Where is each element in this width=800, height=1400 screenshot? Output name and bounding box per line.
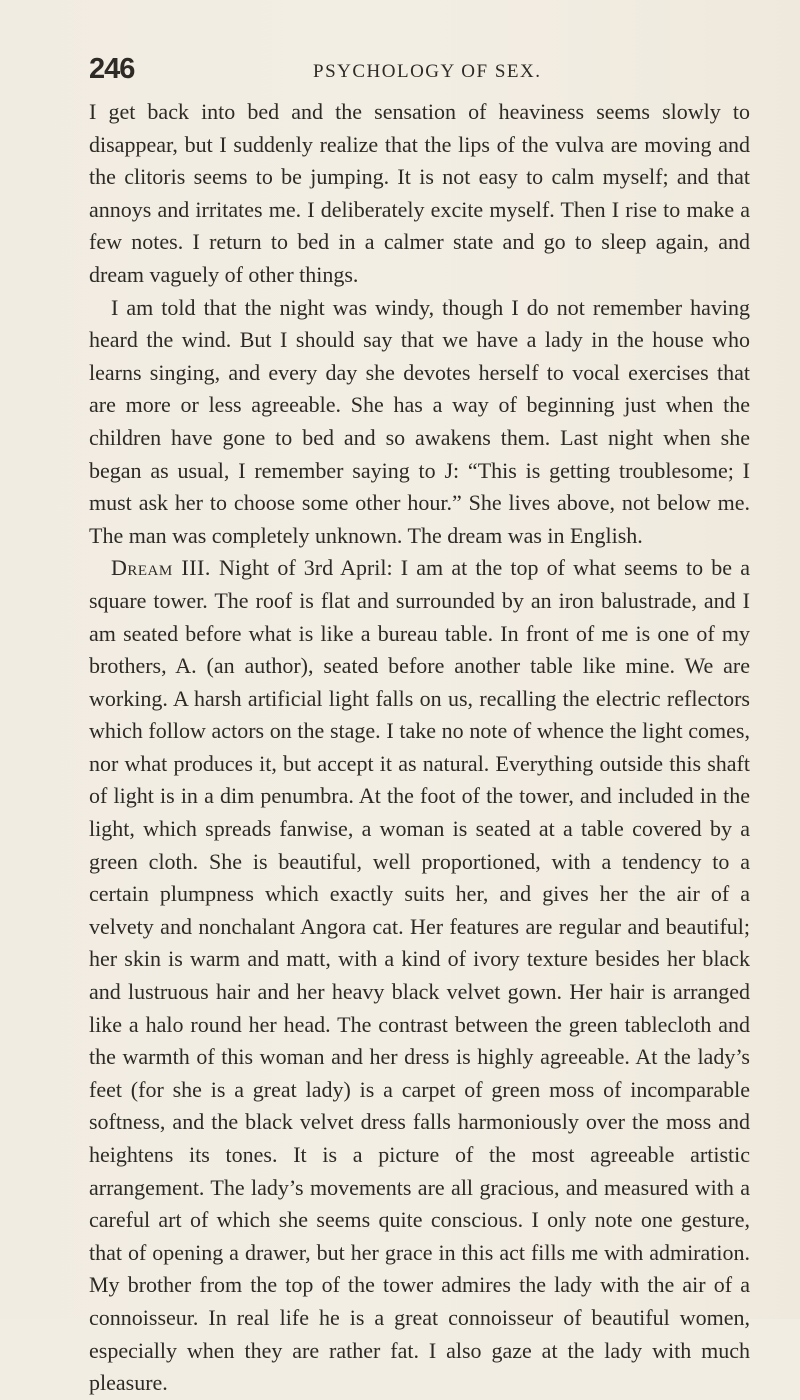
text-body — [89, 96, 750, 1400]
paragraph-3-text: Night of 3rd April: I am at the top of what seems to be a square tower. The roof is flat and surrounded by an iron balustrade, and I am seated before what is like a bureau table. In front of me is one of my brothers, A. (an author), seated before another table like mine. We are working. A harsh artificial light falls on us, recalling the electric reflectors which follow actors on the stage. I take no note of whence the light comes, nor what produces it, but accept it as natural. Everything outside this shaft of light is in a dim penumbra. At the foot of the tower, and included in the light, which spreads fanwise, a woman is seated at a table covered by a green cloth. She is beautiful, well proportioned, with a tendency to a certain plumpness which exactly suits her, and gives her the air of a velvety and nonchalant Angora cat. Her features are regular and beautiful; her skin is warm and matt, with a kind of ivory texture besides her black and lustruous hair and her heavy black velvet gown. Her hair is arranged like a halo round her head. The contrast between the green tablecloth and the warmth of this woman and her dress is highly agreeable. At the lady’s feet (for she is a great lady) is a carpet of green moss of incomparable softness, and the black velvet dress falls harmoniously over the moss and heightens its tones. It is a picture of the most agreeable artistic arrangement. The lady’s movements are all gracious, and measured with a careful art of which she seems quite conscious. I only note one gesture, that of opening a drawer, but her grace in this act fills me with admiration. My brother from the top of the tower admires the lady with the air of a connoisseur. In real life he is a great connoisseur of beautiful women, especially when they are rather fat. I also gaze at the lady with much pleasure. — [89, 555, 750, 1396]
paragraph-3 — [89, 552, 750, 1399]
running-title: PSYCHOLOGY OF SEX. — [313, 61, 542, 82]
running-head — [89, 53, 749, 93]
dream-heading: Dream III. — [111, 555, 211, 581]
paragraph-2: I am told that the night was windy, though I do not remember having heard the wind. But I should say that we have a lady in the house who learns singing, and every day she devotes herself to vocal exercises that are more or less agreeable. She has a way of beginning just when the children have gone to bed and so awakens them. Last night when she began as usual, I remember saying to J: “This is getting troublesome; I must ask her to choose some other hour.” She lives above, not below me. The man was completely unknown. The dream was in English. — [89, 294, 750, 548]
page-number: 246 — [89, 53, 135, 85]
paragraph-1: I get back into bed and the sensation of heaviness seems slowly to disappear, but I suddenly realize that the lips of the vulva are moving and the clitoris seems to be jumping. It is not easy to calm myself; and that annoys and irritates me. I deliberately excite myself. Then I rise to make a few notes. I return to bed in a calmer state and go to sleep again, and dream vaguely of other things. — [89, 99, 750, 287]
